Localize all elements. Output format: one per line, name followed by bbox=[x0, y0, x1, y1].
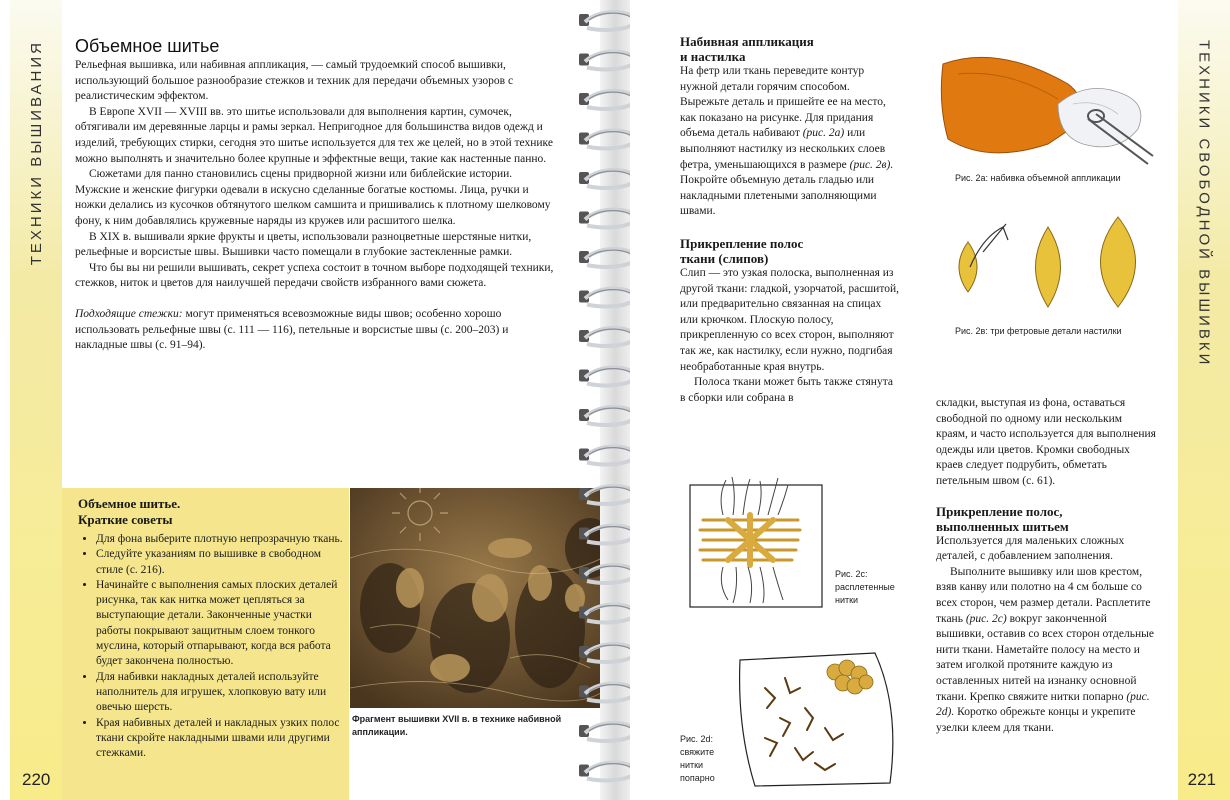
tip-item: • Края набивных деталей и накладных узких полос ткани скройте накладными швами или другими стежками. bbox=[96, 716, 349, 762]
section-text: Используется для маленьких сложных деталей, с добавлением заполнения. bbox=[936, 534, 1125, 563]
embroidery-photo bbox=[350, 488, 612, 708]
tip-item: • Начинайте с выполнения самых плоских деталей рисунка, так как нитка может цепляться за выступающие детали. Законченные участки работы покрывают защитным слоем тонкого муслина, который отпарывают, когда вся работа будет закончена полностью. bbox=[96, 578, 349, 670]
figure-ref: (рис. 2в). bbox=[849, 158, 894, 171]
figure-2a-stuffed-applique bbox=[938, 44, 1158, 169]
figure-2c-caption: Рис. 2с: расплетенные нитки bbox=[835, 569, 895, 605]
section-text: Слип — это узкая полоска, выполненная из другой ткани: гладкой, узорчатой, расшитой, или предварительно связанная на спицах или крючком. Плоскую полосу, прикрепленную со всех сторон, выполняют так же, как настилку, если нужно, подгибая необработанные края внутрь. bbox=[680, 266, 899, 373]
paragraph: Сюжетами для панно становились сцены придворной жизни или библейские истории. Мужские и женские фигурки одевали в искусно сделанные богатые костюмы. Лица, ручки и ножки делались из кусочков обтянутого шелком самшита и пришивались к плотному шелковому фону, к ним добавлялись кружевные наряды из кружев или расшитого шелка. bbox=[75, 168, 551, 227]
right-side-title: ТЕХНИКИ СВОБОДНОЙ ВЫШИВКИ bbox=[1195, 40, 1213, 368]
figure-ref: (рис. 2а) bbox=[802, 127, 845, 140]
paragraph: Что бы вы ни решили вышивать, секрет успеха состоит в точном выборе подходящей техники, стежков, ниток и цветов для наилучшей передачи свойств избранного вами сюжета. bbox=[75, 261, 554, 290]
left-side-title: ТЕХНИКИ ВЫШИВАНИЯ bbox=[27, 40, 45, 266]
tip-item: • Для фона выберите плотную непрозрачную ткань. bbox=[96, 532, 349, 547]
page-title: Объемное шитье bbox=[75, 36, 220, 56]
figure-2v-felt-pieces bbox=[948, 212, 1158, 312]
section-title: Прикрепление полос ткани (слипов) bbox=[680, 235, 804, 266]
paragraph: Рельефная вышивка, или набивная аппликация, — самый трудоемкий способ вышивки, использующий большое разнообразие стежков и техник для передачи объемных узоров с реалистическим эффектом. bbox=[75, 59, 514, 103]
paragraph: В XIX в. вышивали яркие фрукты и цветы, использовали разноцветные шерстяные нитки, рельефные и ворсистые швы. Вышивки часто помещали в глубокие застекленные рамки. bbox=[75, 230, 532, 259]
figure-2d-tied-threads bbox=[735, 648, 905, 788]
paragraph: В Европе XVII — XVIII вв. это шитье использовали для выполнения картин, сумочек, обтягивали им деревянные ларцы и рамы зеркал. Непригодное для большинства видов одежд и изделий, требующих стирки, сегодня это шитье используется для тех же целей, но в этой технике можно выполнять и значительно более крупные и эффектные вещи, такие как настенные панно. bbox=[75, 105, 553, 165]
left-side-band bbox=[10, 0, 62, 800]
stitches-text: могут применяться всевозможные виды швов; особенно хорошо использовать рельефные швы (с. 111 — 116), петельные и ворсистые швы (с. 200–203) и накладные швы (с. 91–94). bbox=[75, 307, 509, 352]
section-applique bbox=[680, 34, 900, 406]
tip-item: • Для набивки накладных деталей используйте наполнитель для игрушек, хлопковую вату или овечью шерсть. bbox=[96, 670, 349, 716]
right-page bbox=[630, 0, 1230, 800]
section-title: Набивная аппликация и настилка bbox=[680, 34, 814, 64]
section-text: Выполните вышивку или шов крестом, взяв канву или полотно на 4 см больше со всех сторон, чем размер детали. Расплетите ткань (рис. 2с) вокруг законченной вышивки, оставив со всех сторон отдельные нити ткани. Наметайте полосу на место и затем иголкой протяните каждую из оставленных нитей на изнанку основной ткани. Крепко свяжите нитки попарно (рис. 2d). Коротко обрежьте концы и укрепите узелки клеем для ткани. bbox=[936, 565, 1154, 734]
figure-2v-caption: Рис. 2в: три фетровые детали настилки bbox=[955, 326, 1122, 336]
right-page-number: 221 bbox=[1187, 770, 1216, 789]
tips-list bbox=[62, 532, 349, 761]
tip-item: • Следуйте указаниям по вышивке в свободном стиле (с. 216). bbox=[96, 547, 349, 578]
tips-title: Объемное шитье. Краткие советы bbox=[78, 496, 181, 527]
figure-ref: (рис. 2d). bbox=[936, 690, 1150, 719]
figure-2a-caption: Рис. 2а: набивка объемной аппликации bbox=[955, 173, 1121, 183]
right-side-band bbox=[1178, 0, 1230, 800]
photo-caption: Фрагмент вышивки XVII в. в технике набивной аппликации. bbox=[352, 714, 562, 737]
left-page-number: 220 bbox=[22, 770, 51, 789]
section-text: На фетр или ткань переведите контур нужной детали горячим способом. Вырежьте деталь и пришейте ее на место, как показано на рисунке. Для придания объема деталь набивают (рис. 2а) или выполняют настилку из нескольких слоев фетра, уменьшающихся в размере (рис. 2в). Покройте объемную деталь гладью или накладными плетеными заполняющими швами. bbox=[680, 65, 894, 218]
figure-ref: (рис. 2с) bbox=[965, 612, 1007, 625]
suitable-stitches bbox=[75, 307, 555, 354]
intro-text bbox=[75, 58, 555, 354]
section-text: Полоса ткани может быть также стянута в сборки или собрана в bbox=[680, 376, 893, 404]
figure-2d-caption: Рис. 2d: свяжите нитки попарно bbox=[680, 734, 715, 783]
stitches-label: Подходящие стежки: bbox=[75, 307, 183, 320]
section-text: складки, выступая из фона, оставаться свободной по одному или нескольким краям, и часто используется для выполнения одежды или цветов. Кромки свободных краев следует подрубить, обметать петельным швом (с. 61). bbox=[936, 397, 1156, 487]
section-title: Прикрепление полос, выполненных шитьем bbox=[936, 503, 1069, 534]
tips-box bbox=[62, 488, 349, 800]
section-continued bbox=[936, 396, 1156, 736]
figure-2c-unraveled-threads bbox=[688, 475, 828, 610]
